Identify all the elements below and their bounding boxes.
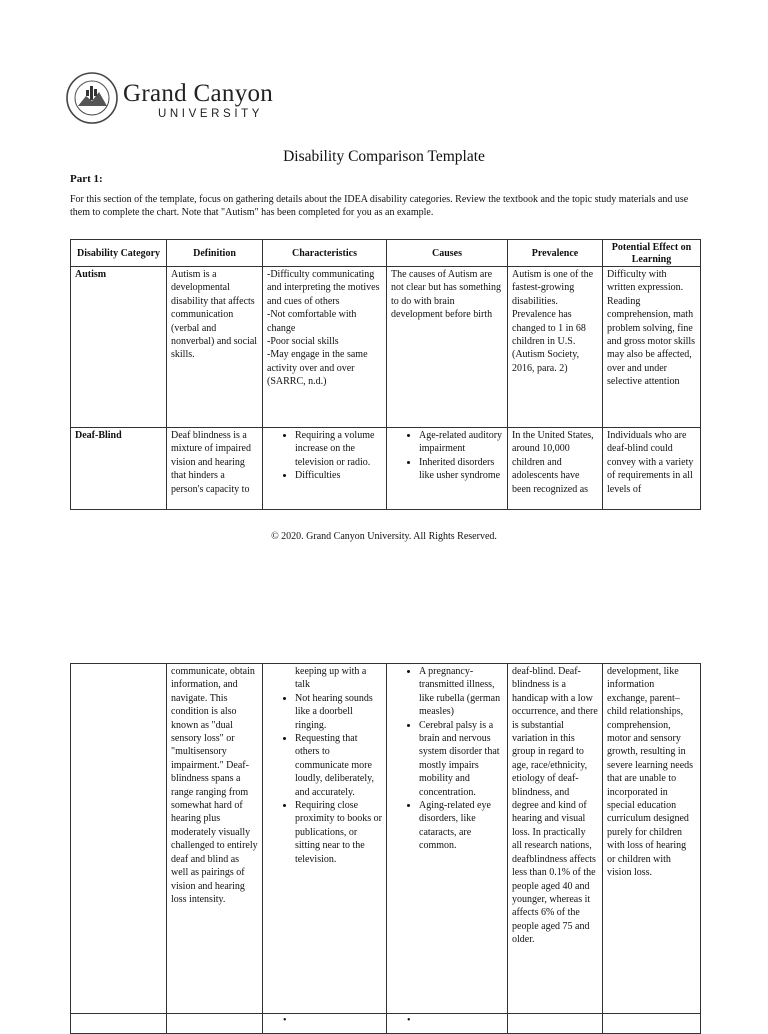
causes-cell bbox=[387, 428, 508, 510]
logo-wordmark: Grand Canyon bbox=[123, 80, 274, 107]
definition-cell: Autism is a developmental disability that affects communication (verbal and nonverbal) and social skills. bbox=[167, 267, 263, 428]
university-seal-icon bbox=[66, 68, 118, 128]
category-cell: Autism bbox=[71, 267, 167, 428]
header-cell: Causes bbox=[387, 240, 508, 267]
cause-bullet: • Cerebral palsy is a brain and nervous system disorder that mostly impairs mobility and concentration. bbox=[419, 719, 503, 799]
characteristic-bullet: • Requiring close proximity to books or publications, or sitting near to the television. bbox=[295, 799, 382, 866]
causes-cell bbox=[387, 664, 508, 1014]
category-cell-empty bbox=[71, 664, 167, 1014]
logo-subtitle: UNIVERSITY bbox=[158, 108, 264, 120]
causes-cell: The causes of Autism are not clear but has something to do with brain development before birth bbox=[387, 267, 508, 428]
table-row-deaf-blind-continued bbox=[71, 664, 701, 1014]
university-logo bbox=[66, 68, 316, 128]
table-row-autism bbox=[71, 267, 701, 428]
table-header-row bbox=[71, 240, 701, 267]
cause-bullet: • Age-related auditory impairment bbox=[419, 429, 503, 456]
characteristic-bullet: • Difficulties bbox=[295, 469, 382, 482]
characteristic-line: -May engage in the same activity over and over (SARRC, n.d.) bbox=[267, 349, 368, 388]
characteristic-bullet: • Not hearing sounds like a doorbell ringing. bbox=[295, 692, 382, 732]
comparison-table-page-2 bbox=[70, 663, 701, 1034]
header-cell: Characteristics bbox=[263, 240, 387, 267]
comparison-table-page-1 bbox=[70, 239, 701, 510]
cause-bullet: • Aging-related eye disorders, like cataracts, are common. bbox=[419, 799, 503, 853]
prevalence-cell: Autism is one of the fastest-growing disabilities. Prevalence has changed to 1 in 68 children in U.S. (Autism Society, 2016, para. 2) bbox=[508, 267, 603, 428]
header-cell: Prevalence bbox=[508, 240, 603, 267]
characteristic-bullet: • Requiring a volume increase on the television or radio. bbox=[295, 429, 382, 469]
category-cell: Deaf-Blind bbox=[71, 428, 167, 510]
document-title: Disability Comparison Template bbox=[283, 148, 485, 165]
characteristic-continued: keeping up with a talk bbox=[295, 666, 367, 691]
bullet-icon: • bbox=[283, 1015, 287, 1026]
prevalence-cell: deaf-blind. Deaf-blindness is a handicap with a low occurrence, and there is substantial variation in this group in regard to age, race/ethnicity, etiology of deaf-blindness, and degree and kind of hearing and visual loss. In practically all research nations, deafblindness affects less than 0.1% of the people aged 40 and younger, whereas it affects 6% of the people aged 75 and older. bbox=[508, 664, 603, 1014]
characteristics-cell bbox=[263, 664, 387, 1014]
effect-cell: Difficulty with written expression. Reading comprehension, math problem solving, fine and gross motor skills may also be affected, over and under selective attention bbox=[603, 267, 701, 428]
bullet-icon: • bbox=[407, 1015, 411, 1026]
prevalence-cell: In the United States, around 10,000 children and adolescents have been recognized as bbox=[508, 428, 603, 510]
header-cell: Potential Effect on Learning bbox=[603, 240, 701, 267]
header-cell: Definition bbox=[167, 240, 263, 267]
characteristics-cell bbox=[263, 267, 387, 428]
characteristic-line: -Poor social skills bbox=[267, 336, 339, 348]
table-row-deaf-blind bbox=[71, 428, 701, 510]
characteristic-line: -Not comfortable with change bbox=[267, 309, 357, 334]
characteristic-bullet: • Requesting that others to communicate more loudly, deliberately, and accurately. bbox=[295, 732, 382, 799]
definition-cell: communicate, obtain information, and navigate. This condition is also known as "dual sensory loss" or "multisensory impairment." Deaf-blindness spans a range ranging from somewhat hard of hearing plus moderately visually challenged to entirely deaf and blind as well as pairings of vision and hearing loss intensity. bbox=[167, 664, 263, 1014]
copyright-footer: © 2020. Grand Canyon University. All Rights Reserved. bbox=[271, 531, 497, 542]
document-page-2 bbox=[0, 578, 768, 1024]
effect-cell: Individuals who are deaf-blind could convey with a variety of requirements in all levels of bbox=[603, 428, 701, 510]
cause-bullet: • A pregnancy-transmitted illness, like rubella (german measles) bbox=[419, 665, 503, 719]
characteristic-line: -Difficulty communicating and interpreting the motives and cues of others bbox=[267, 269, 380, 307]
part-label: Part 1: bbox=[70, 173, 103, 185]
definition-cell: Deaf blindness is a mixture of impaired vision and hearing that hinders a person's capacity to bbox=[167, 428, 263, 510]
intro-paragraph: For this section of the template, focus on gathering details about the IDEA disability categories. Review the textbook and the topic study materials and use them to complete the chart. Note that "Autism" has been completed for you as an example. bbox=[70, 194, 689, 218]
header-cell: Disability Category bbox=[71, 240, 167, 267]
cause-bullet: • Inherited disorders like usher syndrome bbox=[419, 456, 503, 483]
characteristics-cell bbox=[263, 428, 387, 510]
effect-cell: development, like information exchange, parent–child relationships, comprehension, motor and sensory growth, resulting in severe learning needs that are unable to incorporated in special education curriculum designed purely for children with loss of hearing or children with vision loss. bbox=[603, 664, 701, 1014]
